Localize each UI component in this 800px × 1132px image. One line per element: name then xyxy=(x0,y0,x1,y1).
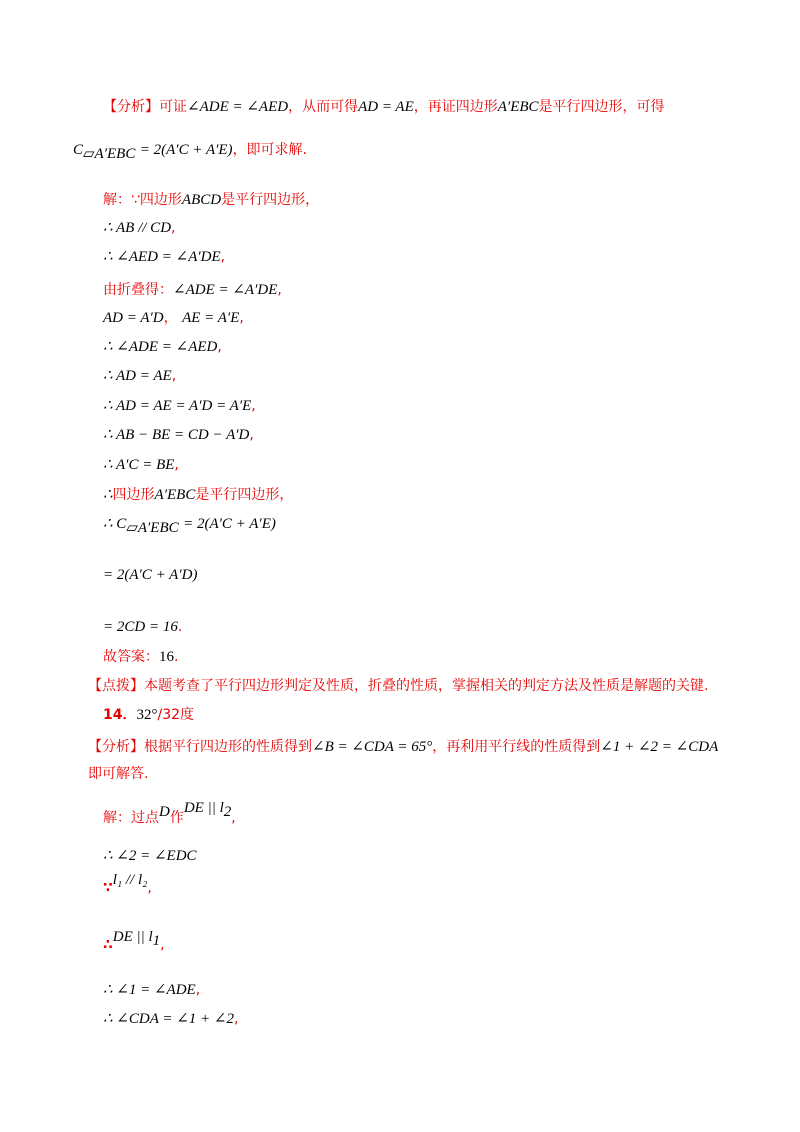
tip-label: 【点拨】 xyxy=(88,678,144,694)
step-line: ∴ ∠ADE = ∠AED, xyxy=(103,339,222,355)
step-line: ∴ ∠CDA = ∠1 + ∠2, xyxy=(103,1011,239,1027)
formula: A′EBC xyxy=(497,99,539,115)
step-line: ∴ AB // CD, xyxy=(103,220,176,236)
formula: = 2(A′C + A′E) xyxy=(139,142,233,158)
tip-line xyxy=(88,676,708,696)
formula: ∠1 + ∠2 = ∠CDA xyxy=(600,739,719,755)
formula: ABCD xyxy=(181,192,222,208)
answer-value: 32° xyxy=(136,707,158,723)
analysis-line-13: 【分析】可证∠ADE = ∠AED，从而可得AD = AE，再证四边形A′EBC是平行四边形，可得 xyxy=(103,99,665,115)
analysis-label: 【分析】 xyxy=(88,739,144,755)
step-line: = 2(A′C + A′D) xyxy=(103,567,198,583)
analysis-line-14-cont: 即可解答. xyxy=(88,766,149,782)
answer-line: 故答案：16. xyxy=(103,649,179,665)
perimeter-symbol: C xyxy=(73,142,84,158)
formula: ∠ADE = ∠AED xyxy=(187,99,289,115)
perimeter-line: $C_{▱A'EBC} = 2(A'C + A'E)$，即可求解. xyxy=(73,142,308,162)
solve-line-13: 解：∵四边形ABCD是平行四边形， xyxy=(103,192,320,208)
step-line: ∵l₁ // l₂, xyxy=(103,872,152,896)
question-number: 14． xyxy=(103,707,137,723)
analysis-label: 【分析】 xyxy=(103,99,159,115)
answer-value: 16 xyxy=(159,649,174,665)
step-line: ∴ ∠1 = ∠ADE, xyxy=(103,982,201,998)
tip-text: 本题考查了平行四边形判定及性质，折叠的性质，掌握相关的判定方法及性质是解题的关键. xyxy=(144,678,709,694)
step-line: ∴ ∠2 = ∠EDC xyxy=(103,848,197,864)
question-14-answer xyxy=(103,705,194,725)
answer-alt: /32度 xyxy=(157,707,195,723)
formula: ∠B = ∠CDA = 65° xyxy=(312,739,433,755)
formula: AD = AE xyxy=(358,99,414,115)
step-line: AD = A′D， AE = A′E, xyxy=(103,310,244,326)
perimeter-subscript: ▱A′EBC xyxy=(83,145,136,162)
analysis-line-14: 【分析】根据平行四边形的性质得到∠B = ∠CDA = 65°，再利用平行线的性质得到∠1 + ∠2 = ∠CDA xyxy=(88,739,719,755)
fold-line: 由折叠得：∠ADE = ∠A′DE, xyxy=(103,282,282,298)
step-line: ∴ A′C = BE, xyxy=(103,457,179,473)
step-line: ∴ AB − BE = CD − A′D, xyxy=(103,427,254,443)
step-line: ∴ ∠AED = ∠A′DE, xyxy=(103,249,226,265)
step-line: ∴DE || $l_1$, xyxy=(103,929,165,953)
step-line: = 2CD = 16. xyxy=(103,619,183,635)
step-line: ∴ AD = AE, xyxy=(103,368,177,384)
step-line: ∴ $C_{▱A'EBC} = 2(A'C + A'E)$ xyxy=(103,516,276,536)
step-line: ∴四边形A′EBC是平行四边形， xyxy=(103,487,294,503)
step-line: ∴ AD = AE = A′D = A′E, xyxy=(103,398,256,414)
solve-line-14: 解：过点D作DE || $l_2$, xyxy=(103,800,236,826)
formula: ∠ADE = ∠A′DE xyxy=(173,282,278,298)
